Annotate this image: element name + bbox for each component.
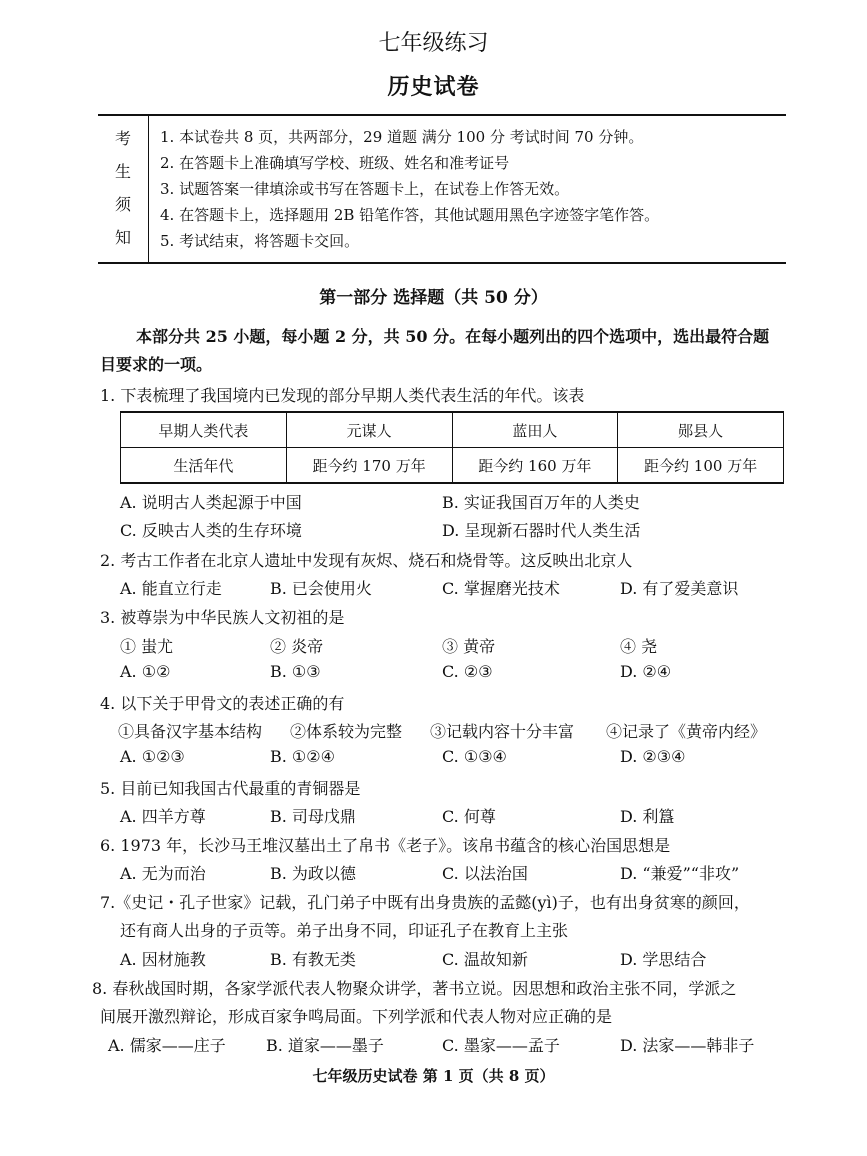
option-b: B. ①②④ (270, 747, 335, 766)
option-d: D. 利簋 (620, 807, 675, 826)
question-stem: 4. 以下关于甲骨文的表述正确的有 (100, 694, 345, 713)
option-c: C. 何尊 (442, 807, 496, 826)
section-intro: 本部分共 25 小题，每小题 2 分，共 50 分。在每小题列出的四个选项中，选出最符合题 (136, 327, 770, 346)
option-c: C. 以法治国 (442, 864, 528, 883)
notice-item: 3. 试题答案一律填涂或书写在答题卡上，在试卷上作答无效。 (160, 180, 570, 198)
option-a: A. 因材施教 (120, 950, 206, 969)
statement-item: ③记载内容十分丰富 (430, 722, 575, 741)
option-a: A. 无为而治 (120, 864, 206, 883)
option-d: D. ②④ (620, 662, 672, 681)
question-stem: 8. 春秋战国时期，各家学派代表人物聚众讲学，著书立说。因思想和政治主张不同，学派之 (92, 979, 737, 998)
notice-side-char: 须 (115, 195, 132, 214)
statement-item: ④ 尧 (620, 637, 658, 656)
option-d: D. “兼爱”“非攻” (620, 864, 740, 883)
option-b: B. 为政以德 (270, 864, 356, 883)
table-row (121, 412, 784, 448)
table-cell: 生活年代 (121, 448, 287, 484)
notice-side-char: 考 (115, 129, 132, 148)
notice-item: 1. 本试卷共 8 页，共两部分，29 道题 满分 100 分 考试时间 70 分钟。 (160, 128, 644, 146)
question-stem: 2. 考古工作者在北京人遗址中发现有灰烬、烧石和烧骨等。这反映出北京人 (100, 551, 633, 570)
notice-item: 4. 在答题卡上，选择题用 2B 铅笔作答，其他试题用黑色字迹签字笔作答。 (160, 206, 660, 224)
table-cell: 距今约 100 万年 (618, 448, 784, 484)
option-b: B. ①③ (270, 662, 321, 681)
option-d: D. 学思结合 (620, 950, 707, 969)
option-a: A. 说明古人类起源于中国 (120, 493, 302, 512)
notice-side-char: 知 (115, 228, 132, 247)
notice-side-char: 生 (115, 162, 132, 181)
question-stem: 1. 下表梳理了我国境内已发现的部分早期人类代表生活的年代。该表 (100, 386, 585, 405)
table-row (121, 448, 784, 484)
question-stem: 5. 目前已知我国古代最重的青铜器是 (100, 779, 361, 798)
table-cell: 元谋人 (286, 412, 452, 448)
exam-grade-title: 七年级练习 (378, 31, 489, 56)
notice-item: 5. 考试结束，将答题卡交回。 (160, 232, 360, 250)
question-stem: 6. 1973 年，长沙马王堆汉墓出土了帛书《老子》。该帛书蕴含的核心治国思想是 (100, 836, 671, 855)
early-humans-table (120, 411, 784, 484)
section-title: 第一部分 选择题（共 50 分） (319, 288, 548, 308)
option-b: B. 有教无类 (270, 950, 356, 969)
statement-item: ① 蚩尤 (120, 637, 174, 656)
table-cell: 距今约 160 万年 (452, 448, 618, 484)
option-a: A. ①②③ (120, 747, 185, 766)
option-c: C. 温故知新 (442, 950, 528, 969)
option-c: C. 掌握磨光技术 (442, 579, 560, 598)
examinee-notice-box (98, 114, 786, 264)
page-footer: 七年级历史试卷 第 1 页（共 8 页） (312, 1067, 555, 1085)
option-b: B. 司母戊鼎 (270, 807, 356, 826)
notice-side-label (98, 116, 149, 262)
option-b: B. 实证我国百万年的人类史 (442, 493, 640, 512)
question-stem: 3. 被尊崇为中华民族人文初祖的是 (100, 608, 345, 627)
statement-item: ①具备汉字基本结构 (118, 722, 263, 741)
notice-item: 2. 在答题卡上准确填写学校、班级、姓名和准考证号 (160, 154, 510, 172)
option-a: A. 能直立行走 (120, 579, 222, 598)
statement-item: ③ 黄帝 (442, 637, 496, 656)
option-d: D. 法家——韩非子 (620, 1036, 755, 1055)
table-cell: 距今约 170 万年 (286, 448, 452, 484)
question-stem: 7.《史记・孔子世家》记载，孔门弟子中既有出身贵族的孟懿(yì)子，也有出身贫寒的颜回， (100, 893, 750, 912)
option-a: A. ①② (120, 662, 171, 681)
exam-subject-title: 历史试卷 (387, 74, 480, 100)
section-intro: 目要求的一项。 (100, 355, 213, 374)
statement-item: ②体系较为完整 (290, 722, 403, 741)
question-stem: 还有商人出身的子贡等。弟子出身不同，印证孔子在教育上主张 (120, 921, 569, 940)
question-stem: 间展开激烈辩论，形成百家争鸣局面。下列学派和代表人物对应正确的是 (100, 1007, 613, 1026)
statement-item: ④记录了《黄帝内经》 (606, 722, 767, 741)
option-c: C. ②③ (442, 662, 493, 681)
option-c: C. 墨家——孟子 (442, 1036, 560, 1055)
table-cell: 郧县人 (618, 412, 784, 448)
option-d: D. ②③④ (620, 747, 686, 766)
option-b: B. 道家——墨子 (266, 1036, 384, 1055)
option-d: D. 有了爱美意识 (620, 579, 739, 598)
option-c: C. ①③④ (442, 747, 507, 766)
option-a: A. 儒家——庄子 (108, 1036, 226, 1055)
option-b: B. 已会使用火 (270, 579, 372, 598)
statement-item: ② 炎帝 (270, 637, 324, 656)
table-cell: 早期人类代表 (121, 412, 287, 448)
option-c: C. 反映古人类的生存环境 (120, 521, 302, 540)
option-a: A. 四羊方尊 (120, 807, 206, 826)
table-cell: 蓝田人 (452, 412, 618, 448)
option-d: D. 呈现新石器时代人类生活 (442, 521, 641, 540)
